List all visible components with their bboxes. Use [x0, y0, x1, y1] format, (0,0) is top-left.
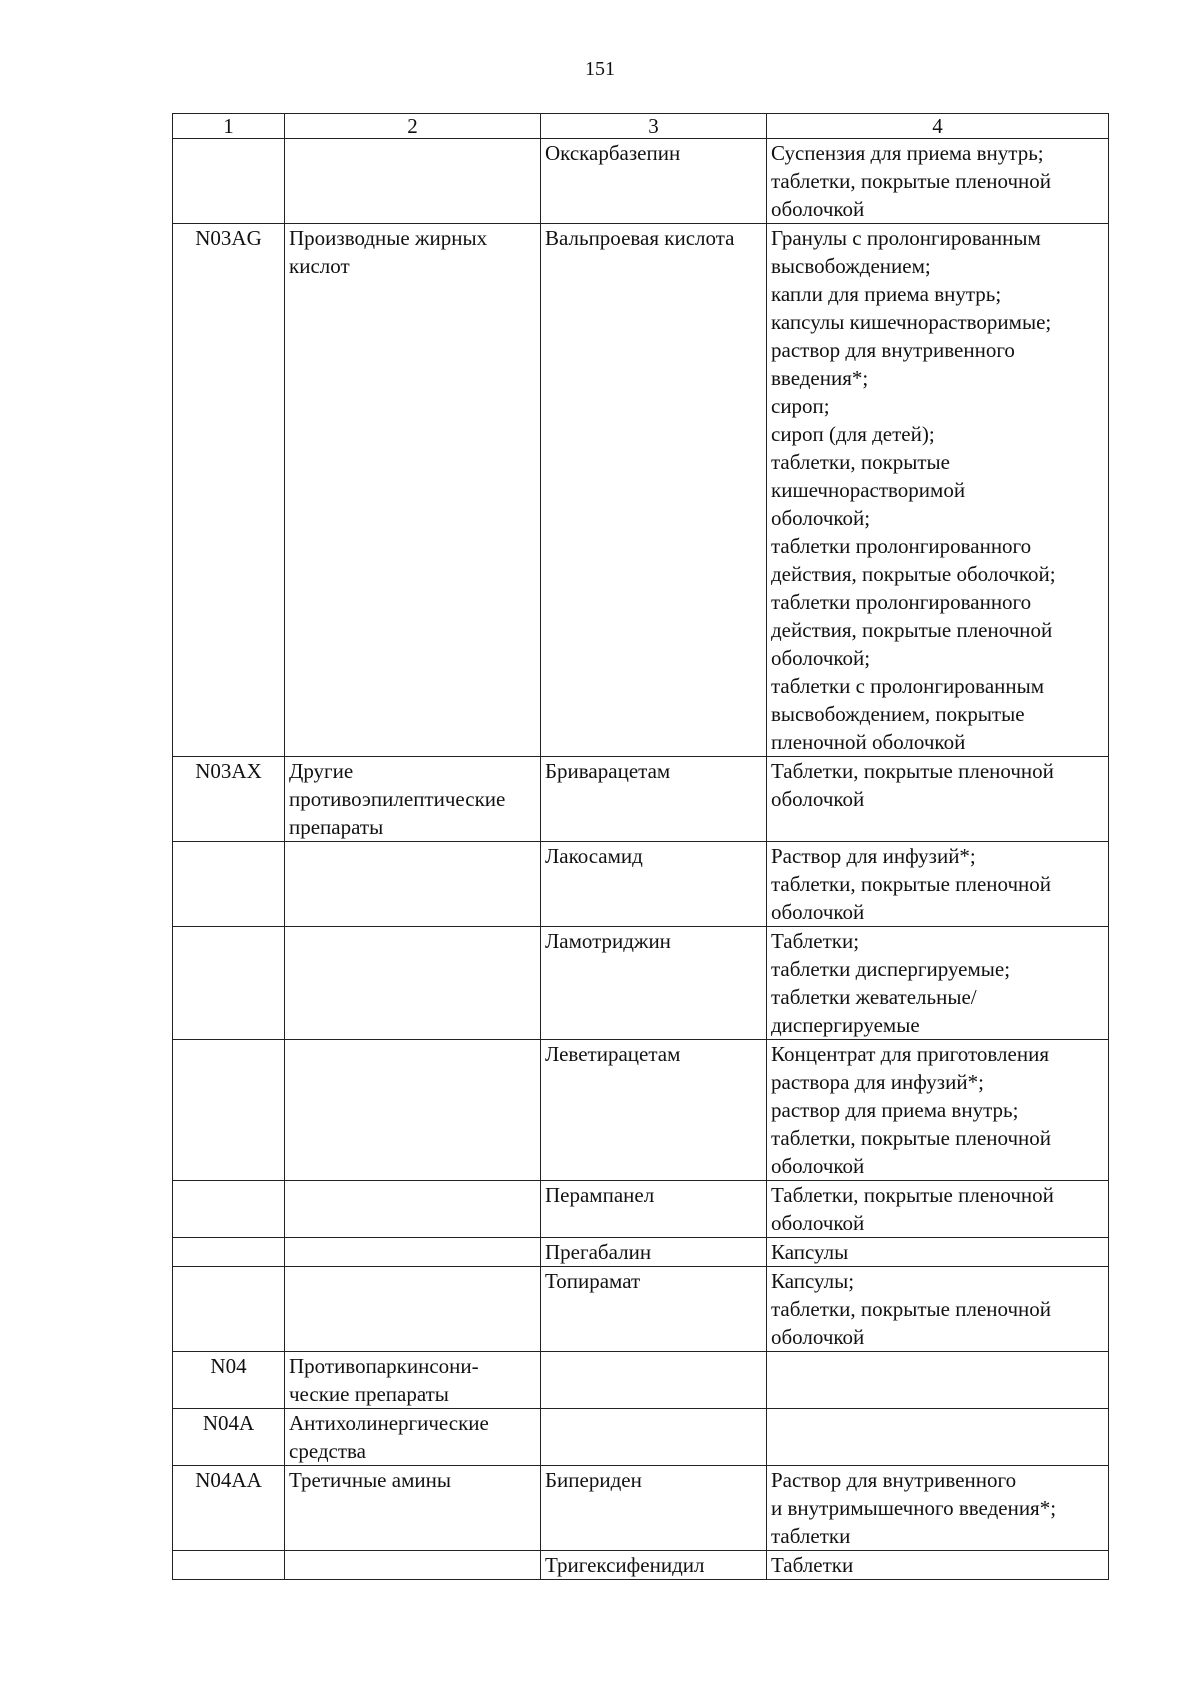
drug-name-cell [541, 1409, 767, 1466]
dosage-form-cell: Раствор для инфузий*; таблетки, покрытые пленочной оболочкой [767, 842, 1109, 927]
header-cell: 2 [285, 114, 541, 139]
group-name-cell: Антихолинергические средства [285, 1409, 541, 1466]
table-row [173, 757, 1109, 842]
atc-code-cell [173, 927, 285, 1040]
table-row [173, 1352, 1109, 1409]
group-name-cell [285, 1551, 541, 1580]
atc-code-cell: N03AX [173, 757, 285, 842]
drug-name-cell: Лакосамид [541, 842, 767, 927]
group-name-cell [285, 139, 541, 224]
drug-name-cell: Бриварацетам [541, 757, 767, 842]
drug-list-table [172, 113, 1109, 1580]
header-cell: 1 [173, 114, 285, 139]
atc-code-cell [173, 1040, 285, 1181]
atc-code-cell [173, 842, 285, 927]
group-name-cell [285, 1238, 541, 1267]
drug-name-cell: Перампанел [541, 1181, 767, 1238]
atc-code-cell: N04A [173, 1409, 285, 1466]
group-name-cell [285, 1267, 541, 1352]
drug-name-cell: Леветирацетам [541, 1040, 767, 1181]
drug-name-cell: Ламотриджин [541, 927, 767, 1040]
header-cell: 3 [541, 114, 767, 139]
table-row [173, 1238, 1109, 1267]
page-number: 151 [585, 58, 615, 80]
group-name-cell: Другие противоэпилептические препараты [285, 757, 541, 842]
table-row [173, 842, 1109, 927]
dosage-form-cell: Гранулы с пролонгированным высвобождением; капли для приема внутрь; капсулы кишечнорастворимые; раствор для внутривенного введения*; сироп; сироп (для детей); таблетки, покрытые кишечнорастворимой оболочкой; таблетки пролонгированного действия, покрытые оболочкой; таблетки пролонгированного действия, покрытые пленочной оболочкой; таблетки с пролонгированным высвобождением, покрытые пленочной оболочкой [767, 224, 1109, 757]
table-row [173, 1181, 1109, 1238]
drug-name-cell: Вальпроевая кислота [541, 224, 767, 757]
dosage-form-cell: Раствор для внутривенного и внутримышечного введения*; таблетки [767, 1466, 1109, 1551]
dosage-form-cell: Капсулы [767, 1238, 1109, 1267]
table-row [173, 1466, 1109, 1551]
table-header-row [173, 114, 1109, 139]
group-name-cell [285, 1181, 541, 1238]
group-name-cell: Противопаркинсони- ческие препараты [285, 1352, 541, 1409]
atc-code-cell: N04 [173, 1352, 285, 1409]
atc-code-cell [173, 1551, 285, 1580]
dosage-form-cell: Таблетки, покрытые пленочной оболочкой [767, 757, 1109, 842]
table-row [173, 1551, 1109, 1580]
dosage-form-cell: Капсулы; таблетки, покрытые пленочной оболочкой [767, 1267, 1109, 1352]
dosage-form-cell [767, 1409, 1109, 1466]
group-name-cell [285, 1040, 541, 1181]
dosage-form-cell: Таблетки [767, 1551, 1109, 1580]
atc-code-cell: N03AG [173, 224, 285, 757]
group-name-cell: Производные жирных кислот [285, 224, 541, 757]
table-row [173, 1409, 1109, 1466]
table-row [173, 927, 1109, 1040]
dosage-form-cell: Таблетки; таблетки диспергируемые; таблетки жевательные/ диспергируемые [767, 927, 1109, 1040]
group-name-cell [285, 842, 541, 927]
table-row [173, 1040, 1109, 1181]
dosage-form-cell [767, 1352, 1109, 1409]
atc-code-cell [173, 1238, 285, 1267]
drug-name-cell [541, 1352, 767, 1409]
table-row [173, 224, 1109, 757]
atc-code-cell [173, 1267, 285, 1352]
header-cell: 4 [767, 114, 1109, 139]
drug-name-cell: Бипериден [541, 1466, 767, 1551]
drug-name-cell: Тригексифенидил [541, 1551, 767, 1580]
dosage-form-cell: Концентрат для приготовления раствора для инфузий*; раствор для приема внутрь; таблетки, покрытые пленочной оболочкой [767, 1040, 1109, 1181]
dosage-form-cell: Таблетки, покрытые пленочной оболочкой [767, 1181, 1109, 1238]
drug-name-cell: Топирамат [541, 1267, 767, 1352]
group-name-cell: Третичные амины [285, 1466, 541, 1551]
atc-code-cell [173, 139, 285, 224]
dosage-form-cell: Суспензия для приема внутрь; таблетки, покрытые пленочной оболочкой [767, 139, 1109, 224]
atc-code-cell: N04AA [173, 1466, 285, 1551]
atc-code-cell [173, 1181, 285, 1238]
table-row [173, 139, 1109, 224]
group-name-cell [285, 927, 541, 1040]
drug-name-cell: Окскарбазепин [541, 139, 767, 224]
drug-name-cell: Прегабалин [541, 1238, 767, 1267]
table-row [173, 1267, 1109, 1352]
